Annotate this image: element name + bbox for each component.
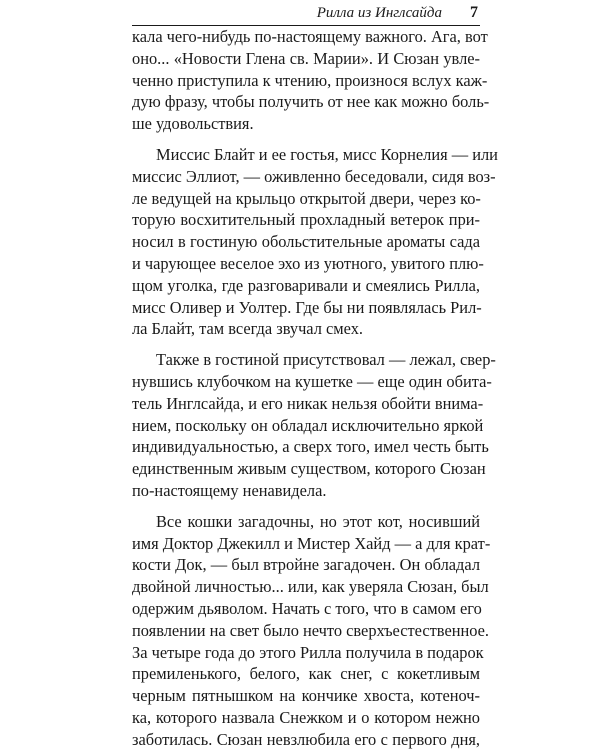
text-line: ше удовольствия. [132, 114, 254, 134]
text-line: кости Док, — был втройне загадочен. Он обладал [132, 555, 480, 575]
text-line: носил в гостиную обольстительные ароматы сада [132, 232, 480, 252]
text-line: одержим дьяволом. Начать с того, что в самом его [132, 598, 482, 618]
text-line: двойной личностью... или, как уверяла Сюзан, был [132, 577, 489, 597]
text-line: единственным живым существом, которого Сюзан [132, 459, 486, 479]
paragraph [132, 26, 490, 135]
paragraph [132, 349, 496, 502]
paragraph-gap [132, 502, 480, 511]
text-line: черным пятнышком на кончике хвоста, котеноч- [132, 686, 480, 706]
text-line: оно... «Новости Глена св. Марии». И Сюзан увле- [132, 48, 480, 68]
paragraph-gap [132, 340, 480, 349]
text-line: ла Блайт, там всегда звучал смех. [132, 319, 364, 339]
text-line: ле ведущей на крыльцо открытой двери, через ко- [132, 188, 481, 208]
text-line: За четыре года до этого Рилла получила в подарок [132, 642, 484, 662]
text-line: миссис Эллиот, — оживленно беседовали, сидя воз- [132, 166, 496, 186]
running-title: Рилла из Инглсайда [316, 5, 442, 21]
text-line: имя Доктор Джекилл и Мистер Хайд — а для крат- [132, 533, 491, 553]
text-line: заботилась. Сюзан невзлюбила его с первого дня, [132, 729, 480, 749]
text-line: торую восхитительный прохладный ветерок при- [132, 210, 480, 230]
paragraph [132, 511, 491, 751]
text-line: ченно приступила к чтению, произнося вслух каж- [132, 70, 488, 90]
text-line: дую фразу, чтобы получить от нее как можно боль- [132, 92, 490, 112]
text-line: появлении на свет было нечто сверхъестественное. [132, 620, 490, 640]
body-text [132, 26, 498, 751]
text-line: и чарующее веселое эхо из уютного, увитого плю- [132, 253, 484, 273]
text-line: мисс Оливер и Уолтер. Где бы ни появлялась Рил- [132, 297, 482, 317]
text-line: ка, которого назвала Снежком и о котором нежно [132, 707, 480, 727]
text-line: премиленького, белого, как снег, с кокетливым [132, 664, 480, 684]
text-line: Миссис Блайт и ее гостья, мисс Корнелия — или [156, 144, 498, 164]
text-line: Все кошки загадочны, но этот кот, носивший [156, 511, 480, 531]
text-line: Также в гостиной присутствовал — лежал, свер- [156, 350, 496, 370]
text-line: нием, поскольку он обладал исключительно яркой [132, 415, 484, 435]
text-line: щом уголка, где разговаривали и смеялись Рилла, [132, 275, 480, 295]
text-line: кала чего-нибудь по-настоящему важного. Ага, вот [132, 27, 488, 46]
page-number: 7 [470, 4, 478, 21]
running-header [132, 4, 480, 26]
text-line: тель Инглсайда, и его никак нельзя обойти внима- [132, 393, 484, 413]
paragraph [132, 144, 498, 340]
text-line: индивидуальностью, а сверх того, имел честь быть [132, 437, 489, 457]
text-line: по-настоящему ненавидела. [132, 480, 327, 500]
paragraph-gap [132, 135, 480, 144]
text-line: нувшись клубочком на кушетке — еще один обита- [132, 371, 492, 391]
